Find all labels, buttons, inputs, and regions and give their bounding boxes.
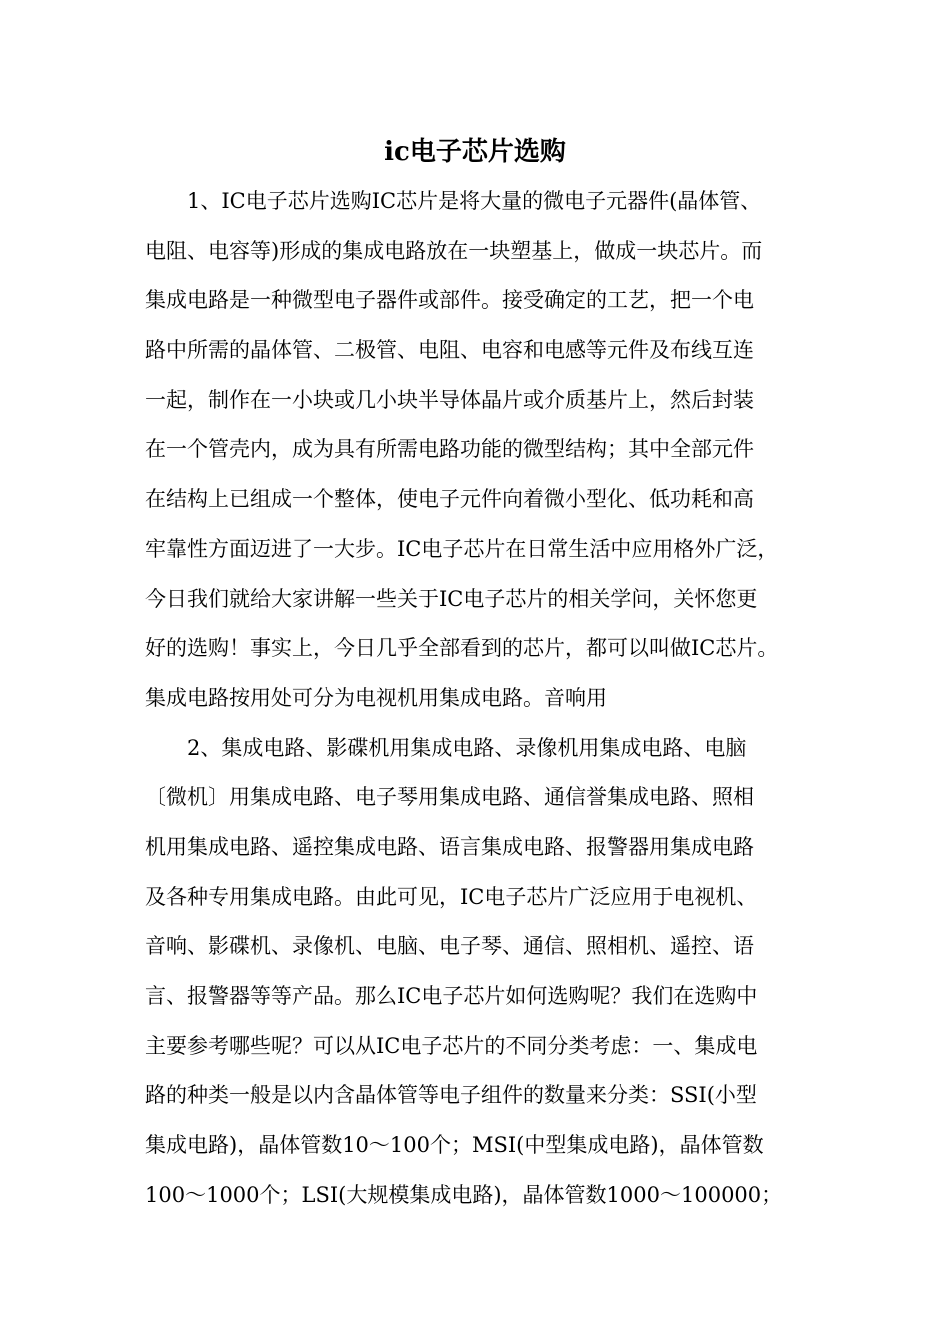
text-line: 好的选购！事实上，今日几乎全部看到的芯片，都可以叫做IC芯片。 <box>145 636 779 661</box>
document-title: ic电子芯片选购 <box>384 137 566 167</box>
text-line: 一起，制作在一小块或几小块半导体晶片或介质基片上，然后封装 <box>145 387 754 412</box>
document-body <box>145 185 810 1228</box>
text-line: 机用集成电路、遥控集成电路、语言集成电路、报警器用集成电路 <box>145 834 754 859</box>
text-line: 路的种类一般是以内含晶体管等电子组件的数量来分类：SSI(小型 <box>145 1083 757 1108</box>
text-line: 及各种专用集成电路。由此可见，IC电子芯片广泛应用于电视机、 <box>145 884 758 909</box>
text-line: 在结构上已组成一个整体，使电子元件向着微小型化、低功耗和高 <box>145 487 754 512</box>
text-line: 路中所需的晶体管、二极管、电阻、电容和电感等元件及布线互连 <box>145 338 754 363</box>
text-line: 音响、影碟机、录像机、电脑、电子琴、通信、照相机、遥控、语 <box>145 934 754 959</box>
text-line: 今日我们就给大家讲解一些关于IC电子芯片的相关学问，关怀您更 <box>145 586 758 611</box>
text-line: 〔微机〕用集成电路、电子琴用集成电路、通信誉集成电路、照相 <box>145 785 754 810</box>
text-line: 集成电路按用处可分为电视机用集成电路。音响用 <box>145 685 607 710</box>
text-line: 1、IC电子芯片选购IC芯片是将大量的微电子元器件(晶体管、 <box>187 189 762 213</box>
text-line: 牢靠性方面迈进了一大步。IC电子芯片在日常生活中应用格外广泛， <box>145 536 779 561</box>
text-line: 电阻、电容等)形成的集成电路放在一块塑基上，做成一块芯片。而 <box>145 238 763 263</box>
text-line: 集成电路是一种微型电子器件或部件。接受确定的工艺，把一个电 <box>145 288 754 313</box>
paragraph-1 <box>145 185 810 732</box>
text-line: 主要参考哪些呢？可以从IC电子芯片的不同分类考虑：一、集成电 <box>145 1033 758 1058</box>
paragraph-2 <box>145 732 810 1229</box>
text-line: 2、集成电路、影碟机用集成电路、录像机用集成电路、电脑 <box>187 735 747 760</box>
text-line: 在一个管壳内，成为具有所需电路功能的微型结构；其中全部元件 <box>145 437 754 462</box>
text-line: 100～1000个；LSI(大规模集成电路)，晶体管数1000～100000； <box>145 1182 783 1207</box>
text-line: 言、报警器等等产品。那么IC电子芯片如何选购呢？我们在选购中 <box>145 984 758 1008</box>
text-line: 集成电路)，晶体管数10～100个；MSI(中型集成电路)，晶体管数 <box>145 1133 764 1158</box>
